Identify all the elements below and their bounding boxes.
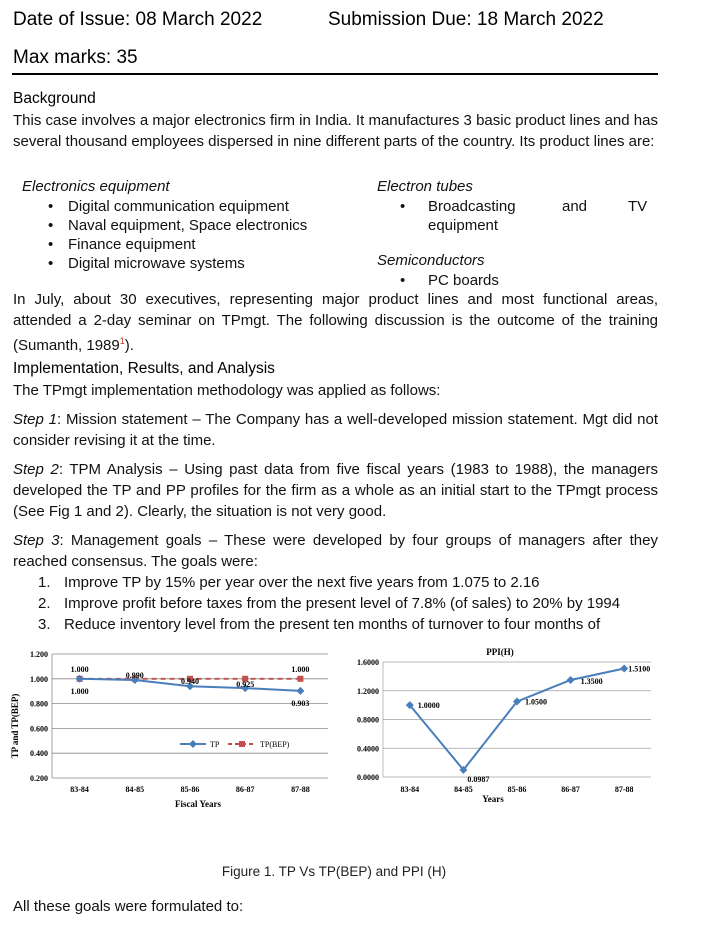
- figure-caption: Figure 1. TP Vs TP(BEP) and PPI (H): [221, 864, 447, 879]
- list-item: • Naval equipment, Space electronics: [48, 217, 308, 234]
- ppi-data-label: 1.0500: [525, 697, 547, 707]
- electronics-equipment-title: Electronics equipment: [22, 178, 170, 195]
- tp-bep-legend-label: TP(BEP): [260, 740, 290, 749]
- list-item-text: TV: [628, 198, 648, 215]
- tp-bep-data-label: 1.000: [291, 664, 310, 674]
- ppi-ytick-label: 1.6000: [357, 658, 379, 667]
- tp-xtick-label: 84-85: [125, 785, 145, 794]
- electron-tubes-title: Electron tubes: [377, 178, 473, 195]
- issue-date: Date of Issue: 08 March 2022: [13, 9, 263, 30]
- list-item: •: [400, 198, 406, 215]
- list-item-text: equipment: [428, 217, 499, 234]
- ppi-chart: [345, 642, 665, 812]
- ppi-data-label: 1.5100: [628, 664, 651, 674]
- tp-data-label: 0.990: [125, 671, 144, 681]
- footnote-ref[interactable]: 1: [119, 336, 125, 346]
- ppi-title: PPI(H): [486, 647, 514, 657]
- tp-xtick-label: 83-84: [70, 785, 89, 794]
- header-rule: [12, 73, 658, 75]
- tp-xlabel: Fiscal Years: [175, 799, 221, 809]
- tp-data-label: 0.925: [236, 680, 255, 690]
- ppi-xtick-label: 83-84: [400, 785, 420, 794]
- tp-ytick-label: 0.800: [30, 699, 48, 709]
- tp-xtick-label: 86-87: [235, 785, 255, 794]
- list-item: • Finance equipment: [48, 236, 196, 253]
- step-3: Step 3: Management goals – These were developed by four groups of managers after they reached consensus. The goals were:: [13, 532, 658, 570]
- ppi-data-label: 1.3500: [580, 676, 603, 686]
- goal-item: 1. Improve TP by 15% per year over the next five years from 1.075 to 2.16: [38, 574, 540, 591]
- tp-ytick-label: 1.200: [30, 650, 48, 659]
- tp-data-label: 1.000: [70, 686, 89, 696]
- tp-data-label: 0.940: [181, 677, 199, 687]
- ppi-data-label: 1.0000: [417, 701, 440, 711]
- ppi-ytick-label: 0.0000: [357, 773, 379, 782]
- semiconductors-title: Semiconductors: [377, 252, 485, 269]
- background-heading: Background: [13, 90, 96, 107]
- tp-ytick-label: 1.000: [30, 674, 48, 684]
- tp-ytick-label: 0.200: [30, 774, 48, 783]
- ppi-xtick-label: 84-85: [454, 785, 473, 794]
- closing-text: All these goals were formulated to:: [13, 898, 244, 915]
- tp-chart: [10, 636, 340, 816]
- tp-legend-label: TP: [210, 740, 220, 749]
- tp-bep-data-label: 1.000: [70, 664, 89, 674]
- list-item-text: Broadcasting: [428, 198, 516, 215]
- ppi-xlabel: Years: [482, 794, 504, 804]
- list-item-text: and: [562, 198, 588, 215]
- implementation-heading: Implementation, Results, and Analysis: [13, 360, 275, 377]
- seminar-paragraph: In July, about 30 executives, representing major product lines and most functional areas, attended a 2-day seminar on TPmgt. The following discussion is the outcome of the training (Sumanth, 1989$^1$).: [13, 291, 658, 354]
- list-item: • PC boards: [400, 272, 499, 289]
- ppi-xtick-label: 87-88: [614, 785, 634, 794]
- list-item: • Digital communication equipment: [48, 198, 289, 215]
- tp-data-label: 0.903: [291, 698, 310, 708]
- ppi-ytick-label: 0.4000: [357, 744, 379, 754]
- submission-due: Submission Due: 18 March 2022: [328, 9, 604, 30]
- list-item: • Digital microwave systems: [48, 255, 245, 272]
- tp-ytick-label: 0.400: [30, 749, 48, 759]
- tp-xtick-label: 85-86: [180, 785, 200, 794]
- goal-item: 3. Reduce inventory level from the present ten months of turnover to four months of: [38, 616, 601, 633]
- max-marks: Max marks: 35: [13, 47, 138, 68]
- tp-ylabel: TP and TP(BEP): [10, 693, 20, 759]
- background-intro: This case involves a major electronics firm in India. It manufactures 3 basic product lines and has several thousand employees dispersed in nine different parts of the country. Its product lines are:: [13, 112, 658, 150]
- ppi-xtick-label: 86-87: [561, 785, 580, 794]
- ppi-xtick-label: 85-86: [507, 785, 527, 794]
- ppi-ytick-label: 0.8000: [357, 715, 379, 725]
- tp-xtick-label: 87-88: [291, 785, 310, 794]
- tp-bep-point: [297, 676, 303, 682]
- ppi-data-label: 0.0987: [467, 774, 490, 784]
- step-2: Step 2: TPM Analysis – Using past data from five fiscal years (1983 to 1988), the managers developed the TP and PP profiles for the firm as a whole as an initial start to the TPmgt process (See Fig 1 and 2). Clearly, the situation is not very good.: [13, 461, 658, 520]
- ppi-ytick-label: 1.2000: [357, 686, 379, 696]
- step-1: Step 1: Mission statement – The Company has a well-developed mission statement. Mgt did not consider revising it at the time.: [13, 411, 659, 449]
- tp-ytick-label: 0.600: [30, 724, 48, 734]
- implementation-intro: The TPmgt implementation methodology was applied as follows:: [13, 382, 441, 399]
- goal-item: 2. Improve profit before taxes from the present level of 7.8% (of sales) to 20% by 1994: [38, 595, 621, 612]
